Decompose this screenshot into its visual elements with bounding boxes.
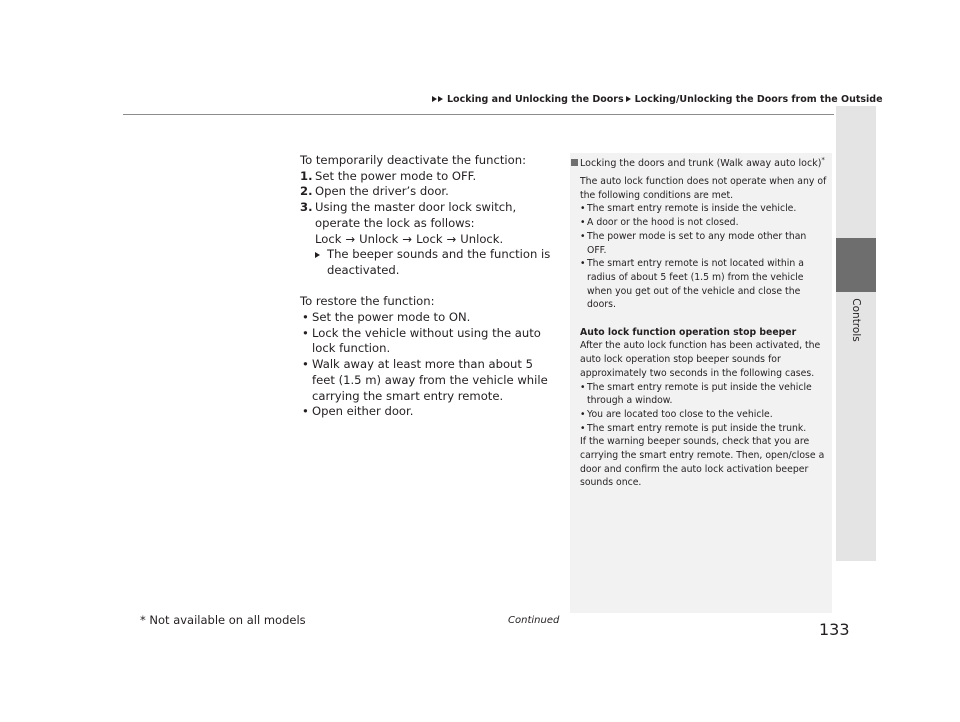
sidebar-title[interactable]: Locking the doors and trunk (Walk away auto lock)* bbox=[571, 156, 825, 169]
list-item: • The smart entry remote is inside the vehicle. bbox=[580, 203, 797, 215]
deactivate-intro: To temporarily deactivate the function: bbox=[300, 153, 526, 167]
breadcrumb-section[interactable]: Locking and Unlocking the Doors bbox=[447, 94, 624, 105]
result-arrow-icon bbox=[315, 252, 320, 258]
sidebar-intro: The auto lock function does not operate when any of the following conditions are met. bbox=[580, 176, 827, 201]
main-content bbox=[300, 153, 556, 420]
step-text: Set the power mode to OFF. bbox=[315, 168, 477, 183]
right-arrow-icon: → bbox=[402, 231, 413, 246]
sidebar-paragraph: After the auto lock function has been activated, the auto lock operation stop beeper sounds for approximately two seconds in the following cases. bbox=[580, 340, 821, 379]
step-item bbox=[300, 184, 556, 200]
step-text: Open the driver’s door. bbox=[315, 184, 449, 199]
page-number: 133 bbox=[819, 620, 850, 639]
sequence-step: Unlock. bbox=[460, 231, 504, 246]
list-item: • The power mode is set to any mode other than OFF. bbox=[580, 230, 807, 256]
step-number: 1. bbox=[300, 168, 313, 183]
list-item: • The smart entry remote is put inside the vehicle through a window. bbox=[580, 381, 812, 407]
sidebar-note bbox=[570, 153, 832, 613]
sidebar-heading: Auto lock function operation stop beeper bbox=[580, 326, 797, 338]
step-item bbox=[300, 169, 556, 185]
list-item: • The smart entry remote is put inside the trunk. bbox=[580, 422, 807, 434]
sidebar-body bbox=[580, 175, 828, 490]
lock-sequence bbox=[300, 232, 556, 248]
continued-label: Continued bbox=[508, 615, 560, 626]
list-item: • Walk away at least more than about 5 feet (1.5 m) away from the vehicle while carrying the smart entry remote. bbox=[302, 357, 548, 403]
breadcrumb-subsection[interactable]: Locking/Unlocking the Doors from the Outside bbox=[634, 94, 883, 105]
list-item: • Lock the vehicle without using the auto lock function. bbox=[302, 325, 541, 356]
list-item: • Open either door. bbox=[302, 404, 414, 419]
step-item bbox=[300, 200, 556, 231]
header-rule bbox=[123, 114, 834, 115]
right-arrow-icon: → bbox=[446, 231, 457, 246]
result-text: The beeper sounds and the function is deactivated. bbox=[327, 247, 551, 277]
sidebar-paragraph: If the warning beeper sounds, check that you are carrying the smart entry remote. Then, open/close a door and confirm the auto lock activation beeper sounds once. bbox=[580, 436, 825, 489]
breadcrumb-arrow-icon bbox=[432, 96, 437, 102]
footnote: * Not available on all models bbox=[140, 613, 306, 627]
step-number: 2. bbox=[300, 184, 313, 199]
reference-icon bbox=[571, 159, 578, 166]
breadcrumb-arrow-icon bbox=[626, 96, 631, 102]
breadcrumb bbox=[432, 94, 883, 105]
right-arrow-icon: → bbox=[345, 231, 356, 246]
sequence-step: Lock bbox=[315, 231, 342, 246]
breadcrumb-arrow-icon bbox=[438, 96, 443, 102]
step-text: Using the master door lock switch, operate the lock as follows: bbox=[315, 200, 517, 230]
list-item: • The smart entry remote is not located within a radius of about 5 feet (1.5 m) from the vehicle when you get out of the vehicle and close the doors. bbox=[580, 258, 804, 311]
step-number: 3. bbox=[300, 200, 313, 215]
side-tab-marker[interactable] bbox=[836, 238, 876, 292]
side-tab-label: Controls bbox=[850, 298, 862, 342]
list-item: • Set the power mode to ON. bbox=[302, 310, 471, 325]
result-note bbox=[300, 247, 556, 278]
list-item: • You are located too close to the vehicle. bbox=[580, 408, 773, 420]
sequence-step: Lock bbox=[416, 231, 443, 246]
sequence-step: Unlock bbox=[359, 231, 399, 246]
restore-intro: To restore the function: bbox=[300, 294, 435, 309]
footnote-mark: * bbox=[821, 156, 825, 164]
list-item: • A door or the hood is not closed. bbox=[580, 217, 739, 229]
